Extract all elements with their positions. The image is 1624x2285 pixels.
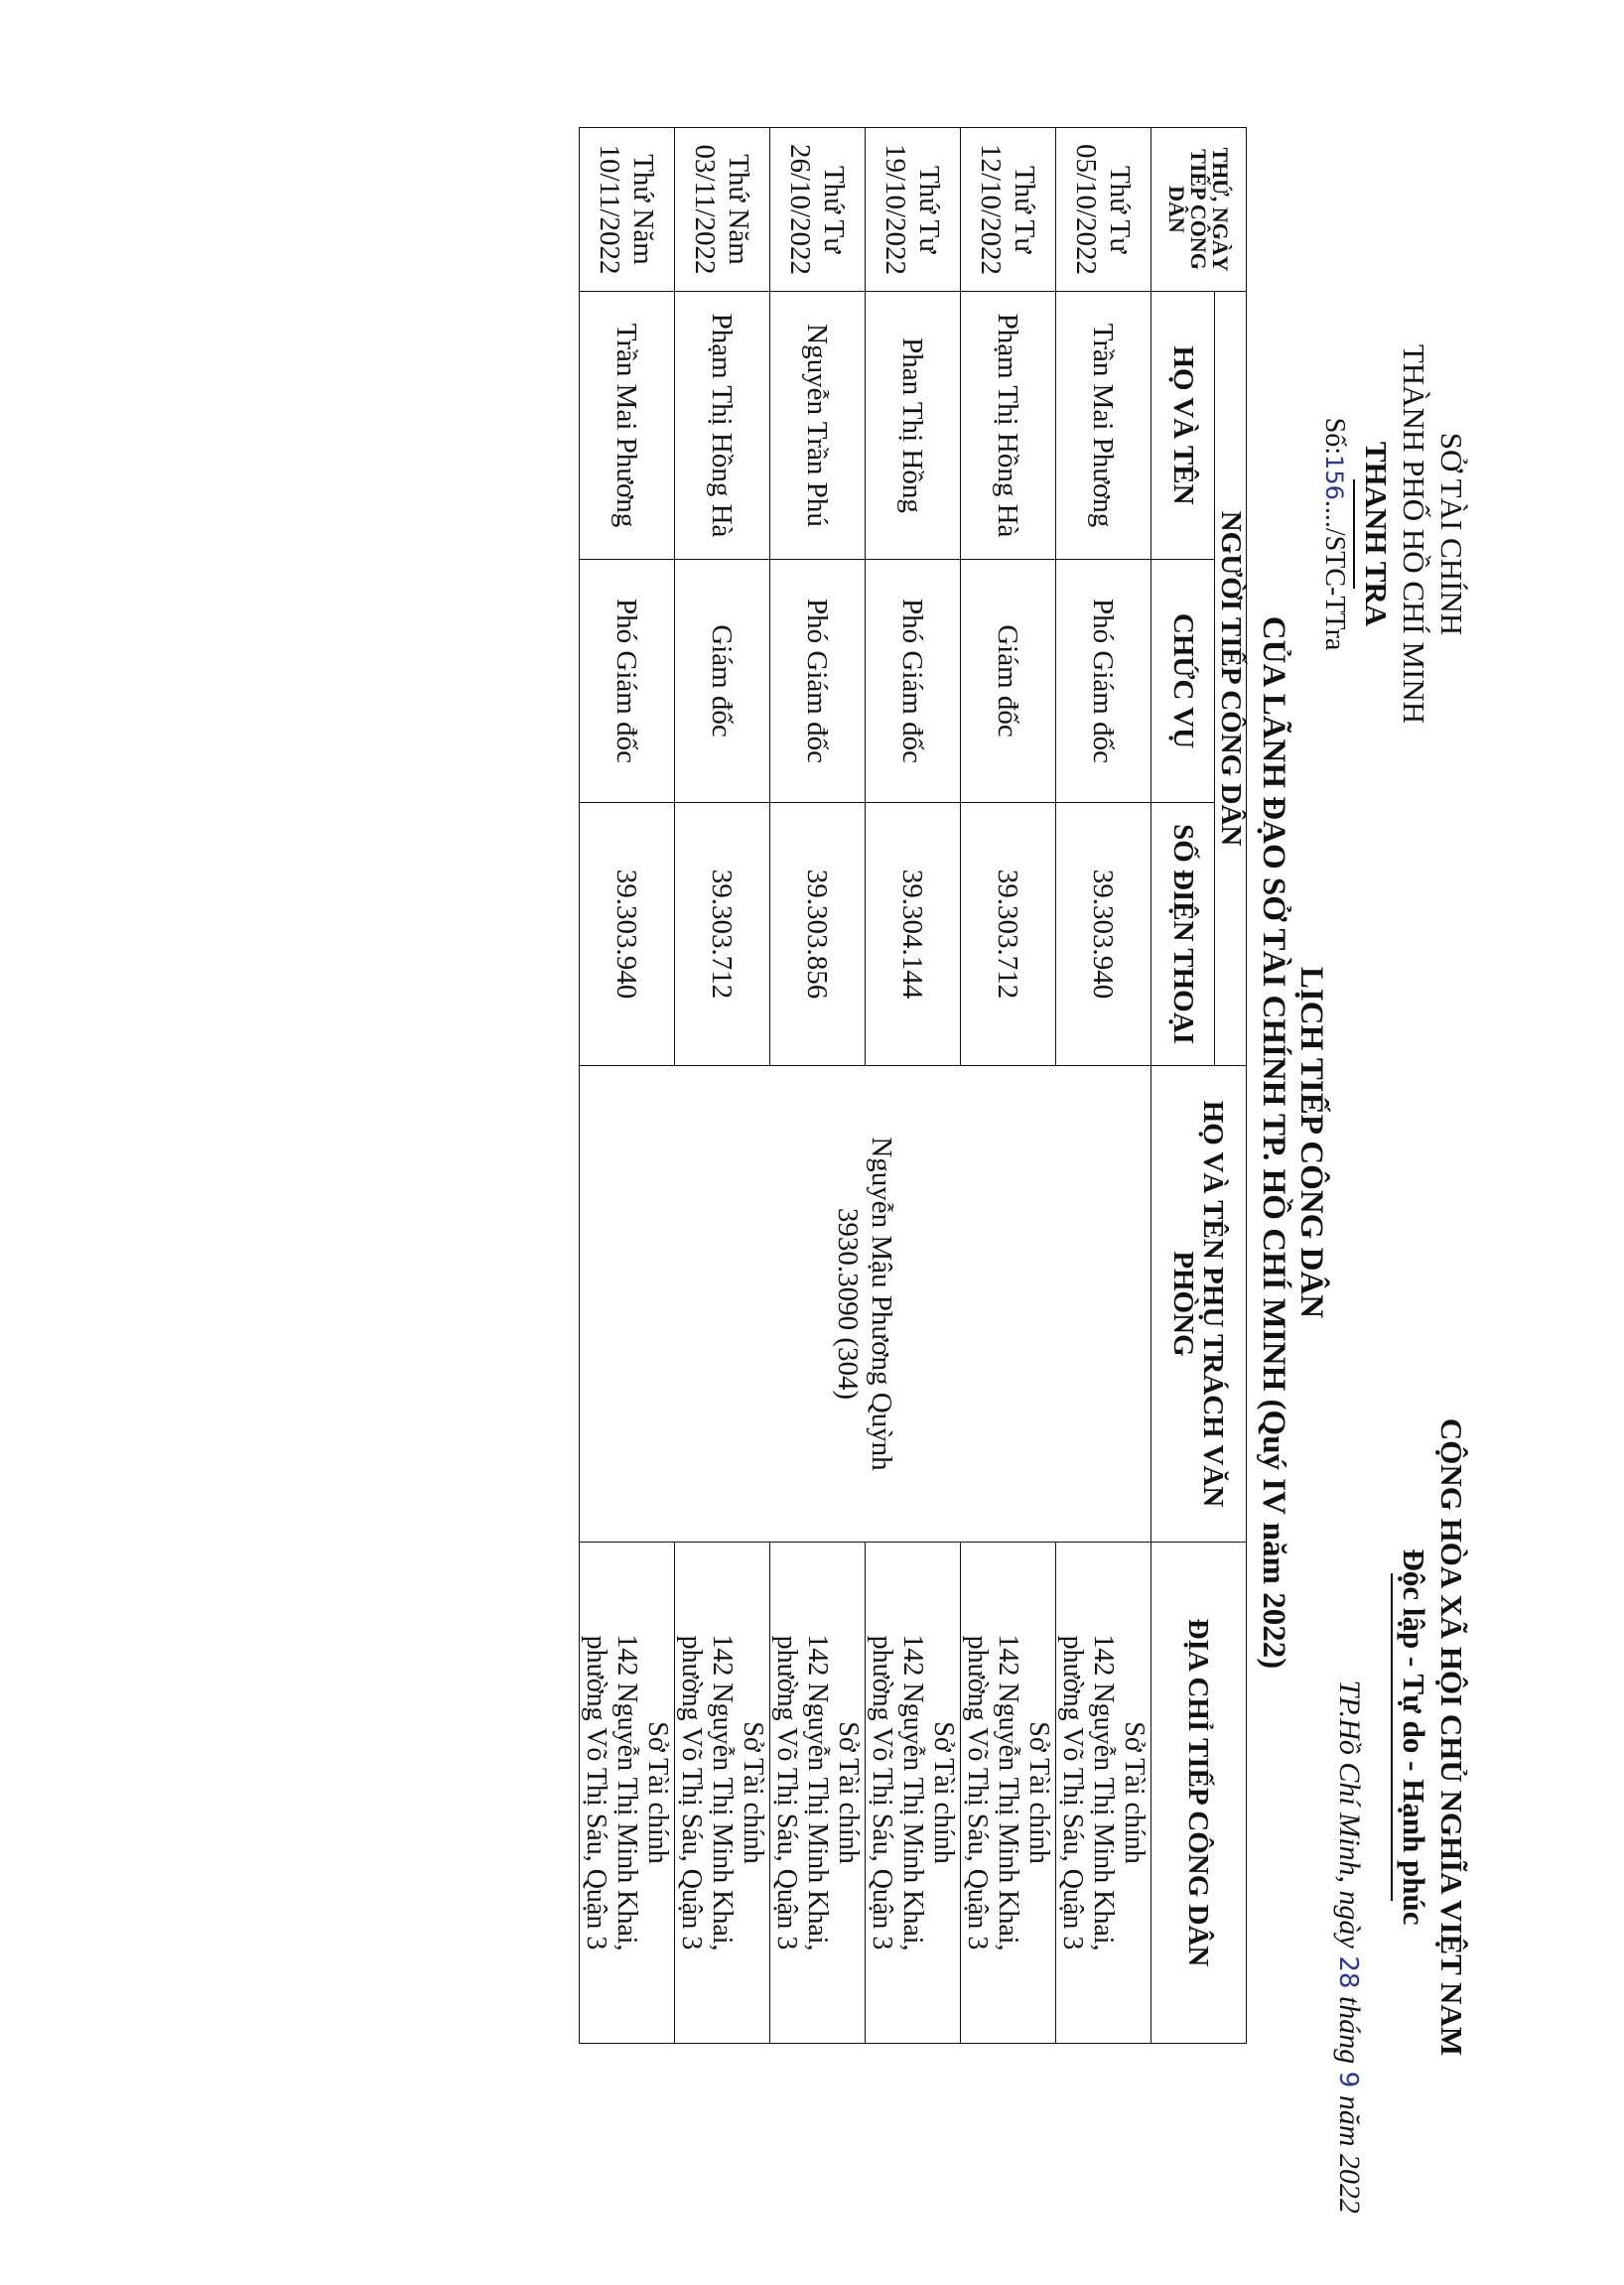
cell-position: Giám đốc	[675, 560, 770, 803]
issue-date	[1332, 1280, 1366, 2214]
office-person-phone: 3930.3090 (304)	[832, 1207, 865, 1401]
addr-line-3: phường Võ Thị Sáu, Quận 3	[1057, 1635, 1088, 1950]
cell-day	[770, 128, 866, 292]
date-year-label: năm 2022	[1333, 2094, 1366, 2214]
weekday: Thứ Tư	[913, 165, 946, 254]
cell-position: Phó Giám đốc	[770, 560, 866, 803]
cell-day	[580, 128, 675, 292]
doc-no-prefix: Số:	[1319, 417, 1350, 456]
cell-address	[770, 1543, 866, 2044]
weekday: Thứ Tư	[1104, 165, 1137, 254]
date: 26/10/2022	[784, 143, 817, 276]
date: 10/11/2022	[594, 144, 626, 275]
header-office: HỌ VÀ TÊN PHỤ TRÁCH VĂN PHÒNG	[1151, 1066, 1247, 1543]
addr-line-2: 142 Nguyễn Thị Minh Khai,	[993, 1634, 1023, 1951]
addr-line-3: phường Võ Thị Sáu, Quận 3	[962, 1635, 993, 1950]
addr-line-3: phường Võ Thị Sáu, Quận 3	[771, 1635, 802, 1950]
cell-phone: 39.303.940	[580, 803, 675, 1066]
date-month-label: tháng	[1333, 1995, 1366, 2065]
nation-line-2: Độc lập - Tự do - Hạnh phúc	[1397, 1548, 1431, 1926]
title-line-1: LỊCH TIẾP CÔNG DÂN	[1293, 966, 1329, 1319]
weekday: Thứ Tư	[818, 165, 851, 254]
cell-address	[1056, 1543, 1151, 2044]
weekday: Thứ Năm	[627, 154, 660, 265]
table-header-row-1	[1215, 128, 1247, 2044]
cell-position: Phó Giám đốc	[1056, 560, 1151, 803]
addr-line-3: phường Võ Thị Sáu, Quận 3	[581, 1635, 611, 1950]
cell-office-person	[580, 1066, 1151, 1543]
cell-name: Phan Thị Hồng	[866, 292, 961, 560]
date: 05/10/2022	[1070, 143, 1103, 276]
addr-line-3: phường Võ Thị Sáu, Quận 3	[867, 1635, 897, 1950]
cell-phone: 39.303.712	[961, 803, 1056, 1066]
schedule-table	[579, 127, 1247, 2044]
doc-no-suffix: ..../STC-TTra	[1319, 499, 1350, 651]
addr-line-2: 142 Nguyễn Thị Minh Khai,	[802, 1634, 833, 1951]
document-title	[1255, 0, 1330, 2285]
weekday: Thứ Tư	[1009, 165, 1041, 254]
cell-phone: 39.304.144	[866, 803, 961, 1066]
table-row	[1056, 128, 1151, 2044]
cell-phone: 39.303.940	[1056, 803, 1151, 1066]
nation-line-1: CỘNG HÒA XÃ HỘI CHỦ NGHĨA VIỆT NAM	[1434, 1417, 1469, 2057]
cell-address	[675, 1543, 770, 2044]
cell-address	[961, 1543, 1056, 2044]
addr-line-1: Sở Tài chính	[1119, 1721, 1150, 1864]
cell-address	[580, 1543, 675, 2044]
date-month-handwritten: 9	[1333, 2071, 1363, 2088]
cell-day	[866, 128, 961, 292]
cell-phone: 39.303.856	[770, 803, 866, 1066]
addr-line-1: Sở Tài chính	[642, 1721, 673, 1864]
date-day-handwritten: 28	[1333, 1955, 1363, 1989]
cell-name: Trần Mai Phương	[1056, 292, 1151, 560]
header-phone: SỐ ĐIỆN THOẠI	[1151, 803, 1215, 1066]
addr-line-1: Sở Tài chính	[928, 1721, 959, 1864]
addr-line-2: 142 Nguyễn Thị Minh Khai,	[897, 1634, 928, 1951]
agency-line-2: THÀNH PHỐ HỒ CHÍ MINH	[1397, 343, 1431, 725]
cell-name: Phạm Thị Hồng Hà	[961, 292, 1056, 560]
header-position: CHỨC VỤ	[1151, 560, 1215, 803]
cell-day	[961, 128, 1056, 292]
cell-address	[866, 1543, 961, 2044]
cell-phone: 39.303.712	[675, 803, 770, 1066]
header-day: THỨ, NGÀY TIẾP CÔNG DÂN	[1151, 128, 1247, 292]
title-line-2: CỦA LÃNH ĐẠO SỞ TÀI CHÍNH TP. HỒ CHÍ MINH (Quý IV năm 2022)	[1256, 615, 1291, 1670]
addr-line-3: phường Võ Thị Sáu, Quận 3	[676, 1635, 707, 1950]
cell-position: Giám đốc	[961, 560, 1056, 803]
addr-line-2: 142 Nguyễn Thị Minh Khai,	[1088, 1634, 1119, 1951]
agency-underline	[1353, 479, 1355, 589]
date-prefix: TP.Hồ Chí Minh, ngày	[1333, 1680, 1366, 1949]
addr-line-2: 142 Nguyễn Thị Minh Khai,	[611, 1634, 642, 1951]
cell-day	[675, 128, 770, 292]
cell-position: Phó Giám đốc	[580, 560, 675, 803]
weekday: Thứ Năm	[723, 154, 755, 265]
cell-name: Trần Mai Phương	[580, 292, 675, 560]
office-person-name: Nguyễn Mậu Phương Quỳnh	[866, 1137, 898, 1471]
addr-line-2: 142 Nguyễn Thị Minh Khai,	[707, 1634, 738, 1951]
nation-underline	[1391, 1573, 1393, 1901]
header-address: ĐỊA CHỈ TIẾP CÔNG DÂN	[1151, 1543, 1247, 2044]
cell-name: Phạm Thị Hồng Hà	[675, 292, 770, 560]
addr-line-1: Sở Tài chính	[738, 1721, 768, 1864]
header-name: HỌ VÀ TÊN	[1151, 292, 1215, 560]
agency-line-3: THANH TRA	[1359, 441, 1394, 627]
agency-header	[1315, 226, 1470, 842]
agency-line-1: SỞ TÀI CHÍNH	[1434, 432, 1469, 636]
addr-line-1: Sở Tài chính	[833, 1721, 864, 1864]
date: 12/10/2022	[975, 143, 1008, 276]
cell-day	[1056, 128, 1151, 292]
cell-name: Nguyễn Trần Phú	[770, 292, 866, 560]
doc-no-handwritten: 156	[1320, 455, 1348, 500]
nation-header	[1391, 1280, 1470, 2194]
cell-position: Phó Giám đốc	[866, 560, 961, 803]
addr-line-1: Sở Tài chính	[1023, 1721, 1054, 1864]
date: 03/11/2022	[689, 144, 722, 275]
date: 19/10/2022	[880, 143, 912, 276]
header-receiver-group: NGƯỜI TIẾP CÔNG DÂN	[1215, 292, 1247, 1066]
